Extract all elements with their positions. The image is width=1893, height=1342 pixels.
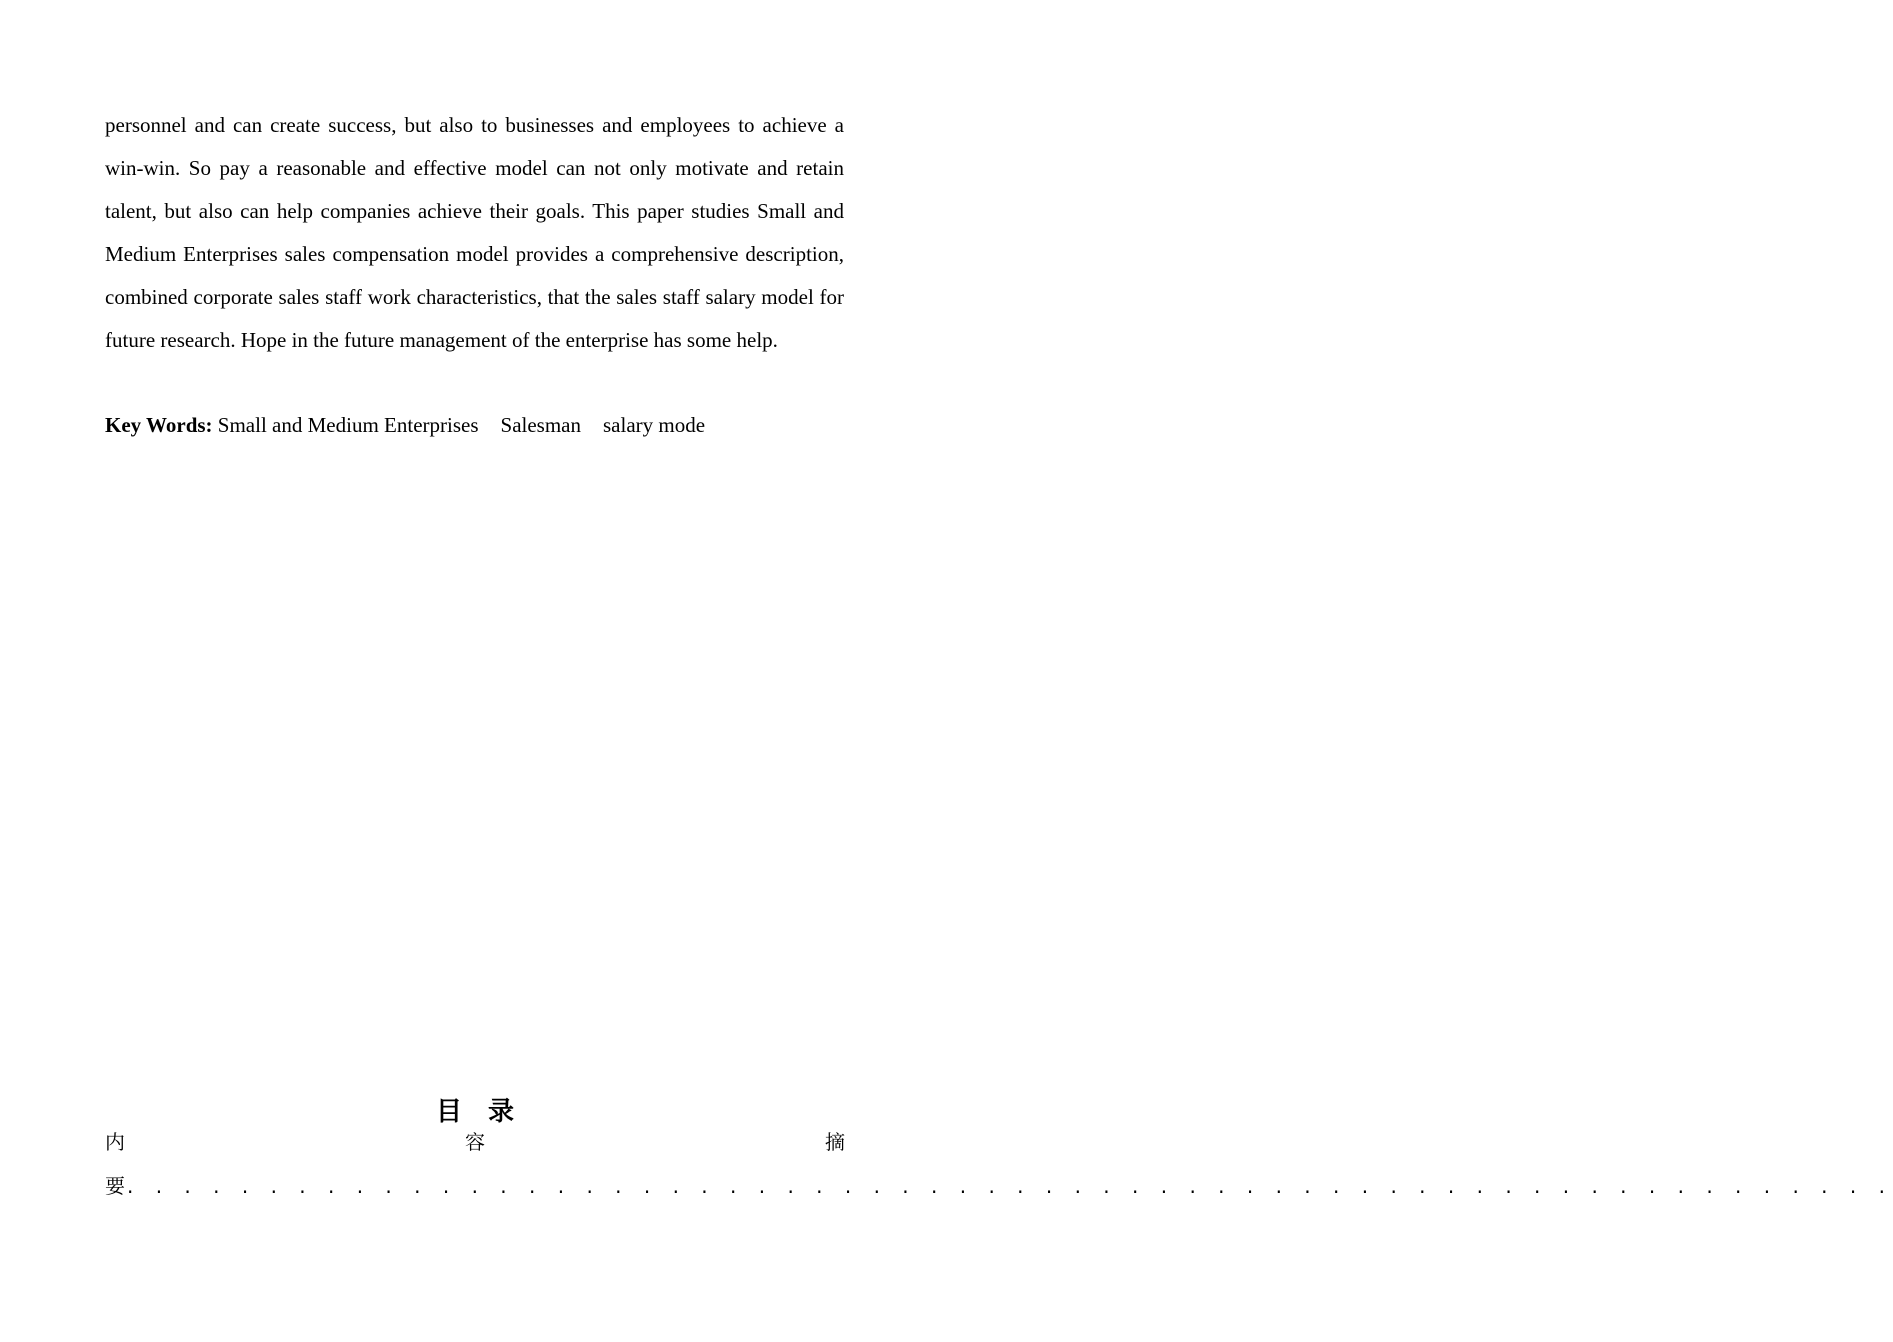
toc-entry-char: 容: [465, 1130, 485, 1154]
keywords-line: [105, 408, 844, 442]
toc-entry-char: 摘: [825, 1130, 845, 1154]
keyword-1: Small and Medium Enterprises: [217, 413, 479, 437]
toc-leader-dots: . . . . . . . . . . . . . . . . . . . . . . . . . . . . . . . . . . . . . . . . . . . . . . . . . . . . . . . . . . . . . .: [127, 1174, 1893, 1198]
toc-entry-line-1: [105, 1120, 845, 1164]
toc-entry-char: 要: [105, 1174, 125, 1198]
toc-entry-abstract[interactable]: [105, 1120, 1893, 1208]
toc-entry-line-2: [105, 1164, 1893, 1208]
keywords-label: Key Words:: [105, 413, 213, 437]
keyword-2: Salesman: [500, 413, 581, 437]
keyword-3: salary mode: [603, 413, 706, 437]
toc-title: 目录: [435, 1097, 540, 1127]
abstract-paragraph: personnel and can create success, but also to businesses and employees to achieve a win-win. So pay a reasonable and effective model can not only motivate and retain talent, but also can help companies achieve their goals. This paper studies Small and Medium Enterprises sales compensation model provides a comprehensive description, combined corporate sales staff work characteristics, that the sales staff salary model for future research. Hope in the future management of the enterprise has some help.: [105, 113, 844, 352]
toc-entry-char: 内: [105, 1130, 125, 1154]
